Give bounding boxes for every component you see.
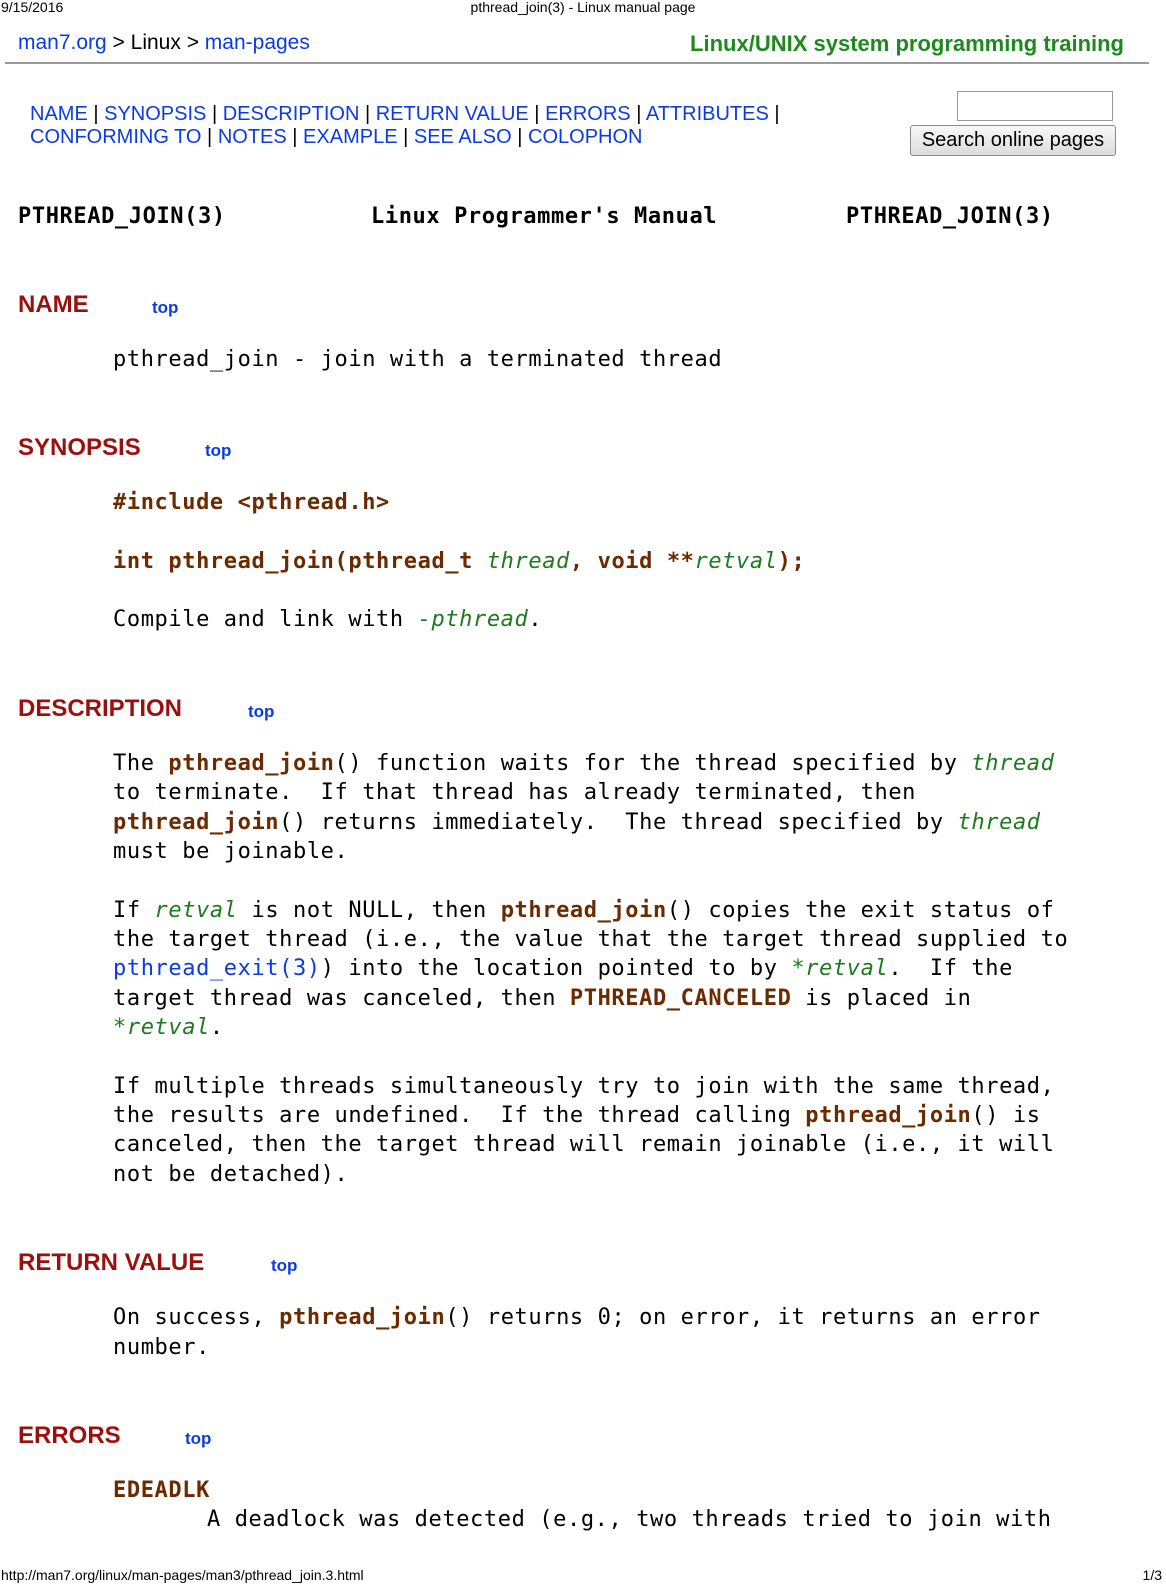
print-title: pthread_join(3) - Linux manual page [470,0,696,15]
breadcrumb-man-pages-link[interactable]: man-pages [204,31,310,54]
toc-conforming-to[interactable]: CONFORMING TO [30,126,202,148]
compile-post: . [528,607,543,632]
desc-p1-line2: to terminate. If that thread has already terminated, then [113,780,917,805]
toc-errors[interactable]: ERRORS [545,103,631,125]
synopsis-compile [113,607,542,632]
proto-arg-retval: retval [694,549,778,574]
section-heading-description: DESCRIPTION [18,695,183,722]
top-link[interactable]: top [248,702,275,721]
toc-description[interactable]: DESCRIPTION [222,103,360,125]
toc-separator: | [774,103,780,125]
desc-p2-line3: pthread_exit(3)) into the location pointed to by *retval. If the [113,956,1013,981]
section-toc [30,103,830,149]
section-heading-errors: ERRORS [18,1422,121,1449]
section-heading-name: NAME [18,291,89,318]
pthread-exit-link[interactable]: pthread_exit(3) [113,956,321,981]
man-header-left: PTHREAD_JOIN(3) [18,204,226,229]
toc-separator: | [292,126,298,148]
desc-p2-line2: the target thread (i.e., the value that the target thread supplied to [113,927,1069,952]
synopsis-prototype [113,549,805,574]
return-line2: number. [113,1335,210,1360]
top-link[interactable]: top [185,1429,212,1448]
breadcrumb-linux: > Linux > [106,31,205,54]
name-description: pthread_join - join with a terminated thread [113,347,723,372]
toc-see-also[interactable]: SEE ALSO [413,126,512,148]
top-link[interactable]: top [271,1256,298,1275]
top-link[interactable]: top [152,298,179,317]
desc-p1-line4: must be joinable. [113,839,349,864]
toc-separator: | [534,103,540,125]
proto-arg-thread: thread [486,549,570,574]
proto-ret: int pthread_join(pthread_t [113,549,487,574]
search-input[interactable] [957,91,1113,121]
training-link[interactable]: Linux/UNIX system programming training [690,31,1124,56]
print-date: 9/15/2016 [1,0,64,15]
search-online-pages-button[interactable]: Search online pages [910,125,1116,156]
error-desc-edeadlk: A deadlock was detected (e.g., two threads tried to join with [207,1507,1052,1532]
return-line1: On success, pthread_join() returns 0; on error, it returns an error [113,1305,1041,1330]
desc-p3-line3: canceled, then the target thread will remain joinable (i.e., it will [113,1132,1055,1157]
desc-p2-line1: If retval is not NULL, then pthread_join() copies the exit status of [113,898,1055,923]
header-divider [5,62,1149,64]
toc-separator: | [517,126,523,148]
toc-synopsis[interactable]: SYNOPSIS [104,103,207,125]
toc-separator: | [636,103,642,125]
man-header-right: PTHREAD_JOIN(3) [846,204,1054,229]
desc-p3-line1: If multiple threads simultaneously try to join with the same thread, [113,1074,1055,1099]
desc-p1-line1: The pthread_join() function waits for the thread specified by thread [113,751,1055,776]
desc-p3-line4: not be detached). [113,1162,349,1187]
print-url: http://man7.org/linux/man-pages/man3/pthread_join.3.html [1,1567,364,1583]
toc-separator: | [207,126,213,148]
breadcrumb [18,31,310,55]
toc-separator: | [364,103,371,125]
proto-mid: , void ** [569,549,695,574]
toc-separator: | [93,103,99,125]
section-heading-return-value: RETURN VALUE [18,1249,205,1276]
toc-separator: | [211,103,218,125]
toc-example[interactable]: EXAMPLE [303,126,398,148]
toc-name[interactable]: NAME [30,103,88,125]
desc-p3-line2: the results are undefined. If the thread calling pthread_join() is [113,1103,1041,1128]
desc-p1-line3: pthread_join() returns immediately. The thread specified by thread [113,810,1041,835]
man-header-center: Linux Programmer's Manual [371,204,718,229]
toc-colophon[interactable]: COLOPHON [528,126,643,148]
proto-end: ); [777,549,806,574]
toc-attributes[interactable]: ATTRIBUTES [645,103,769,125]
toc-separator: | [403,126,409,148]
error-code-edeadlk: EDEADLK [113,1478,210,1503]
toc-return-value[interactable]: RETURN VALUE [375,103,529,125]
toc-notes[interactable]: NOTES [217,126,287,148]
synopsis-include: #include <pthread.h> [113,490,390,515]
compile-flag: -pthread [417,607,529,632]
desc-p2-line5: *retval. [113,1015,224,1040]
breadcrumb-man7-link[interactable]: man7.org [18,31,107,54]
compile-pre: Compile and link with [113,607,418,632]
top-link[interactable]: top [205,441,232,460]
print-page-number: 1/3 [1142,1567,1162,1583]
desc-p2-line4: target thread was canceled, then PTHREAD_CANCELED is placed in [113,986,972,1011]
section-heading-synopsis: SYNOPSIS [18,434,141,461]
